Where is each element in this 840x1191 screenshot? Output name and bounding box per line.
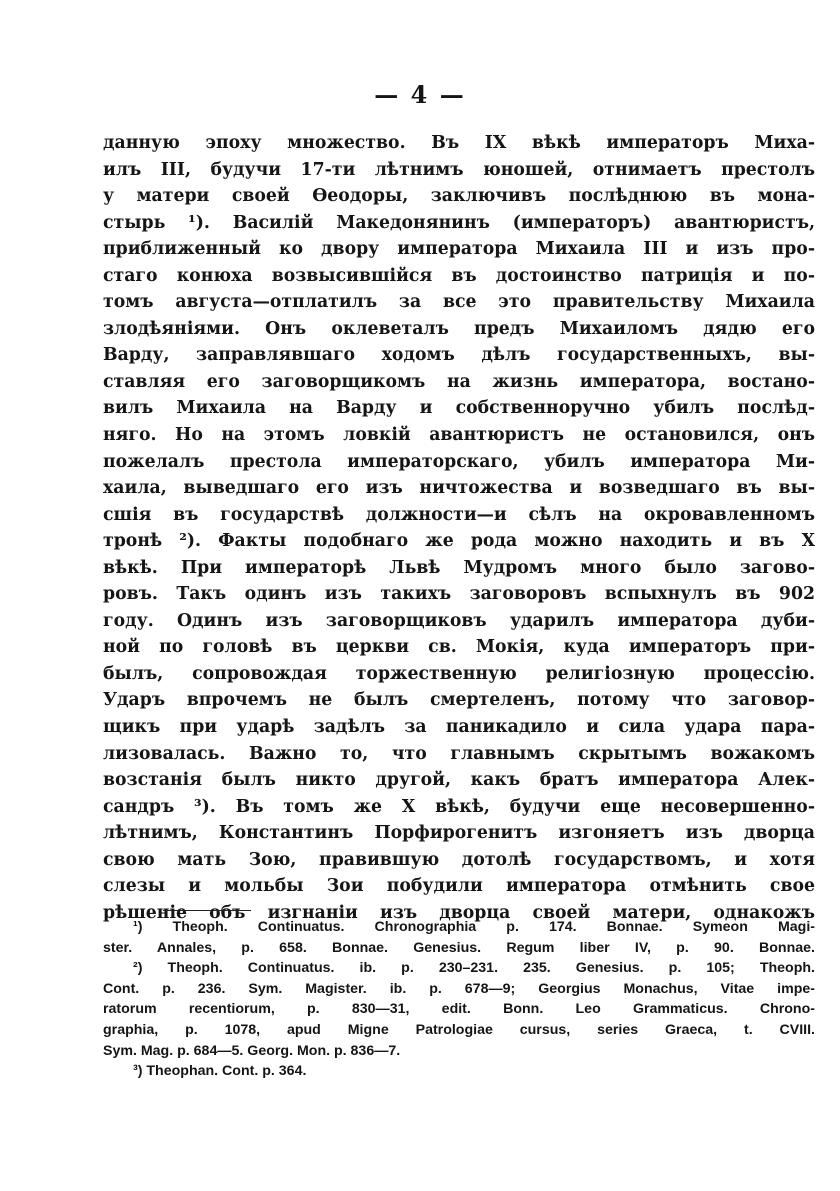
text-line: ровъ. Такъ одинъ изъ такихъ заговоровъ вспыхнулъ въ 902 [103, 584, 815, 605]
text-line: злодѣяніями. Онъ оклеветалъ предъ Михаиломъ дядю его [103, 318, 815, 339]
text-line: слезы и мольбы Зои побудили императора отмѣнить свое [103, 876, 815, 897]
text-line: былъ, сопровождая торжественную религіозную процессію. [103, 663, 815, 684]
text-line: лизовалась. Важно то, что главнымъ скрытымъ вожакомъ [103, 743, 815, 764]
text-line: пожелалъ престола императорскаго, убилъ императора Ми- [103, 451, 815, 472]
text-line: лѣтнимъ, Константинъ Порфирогенитъ изгоняетъ изъ дворца [103, 823, 815, 844]
footnote-line: ¹) Theoph. Continuatus. Chronographia p. 174. Bonnae. Symeon Magi- [133, 919, 815, 935]
footnote-separator [163, 910, 251, 911]
text-line: данную эпоху множество. Въ IX вѣкѣ императоръ Миха- [103, 133, 815, 153]
footnotes [103, 917, 815, 1082]
text-line: щикъ при ударѣ задѣлъ за паникадило и сила удара пара- [103, 717, 815, 738]
text-line: стаго конюха возвысившійся въ достоинство патриція и по- [103, 265, 815, 286]
footnote-line: ster. Annales, p. 658. Bonnae. Genesius. Regum liber IV, p. 90. Bonnae. [103, 939, 815, 956]
text-line: ставляя его заговорщикомъ на жизнь императора, востано- [103, 371, 815, 392]
text-line: сандръ ³). Въ томъ же X вѣкѣ, будучи еще несовершенно- [103, 796, 815, 817]
footnote-line: graphia, p. 1078, apud Migne Patrologiae cursus, series Graeca, t. CVIII. [103, 1021, 815, 1038]
text-line: Варду, заправлявшаго ходомъ дѣлъ государственныхъ, вы- [103, 345, 815, 366]
text-line: вилъ Михаила на Варду и собственноручно убилъ послѣд- [103, 398, 815, 419]
text-line: ной по головѣ въ церкви св. Мокія, куда императоръ при- [103, 637, 815, 658]
footnote-line: ³) Theophan. Cont. p. 364. [133, 1063, 307, 1080]
text-line: илъ III, будучи 17-ти лѣтнимъ юношей, отнимаетъ престолъ [103, 159, 815, 180]
footnote-line: Cont. p. 236. Sym. Magister. ib. p. 678—9; Georgius Monachus, Vitae impe- [103, 980, 815, 997]
footnote-line: Sym. Mag. p. 684—5. Georg. Mon. p. 836—7. [103, 1042, 401, 1059]
text-line: году. Одинъ изъ заговорщиковъ ударилъ императора дуби- [103, 610, 815, 631]
text-line: стырь ¹). Василій Македонянинъ (императоръ) авантюристъ, [103, 212, 815, 233]
text-line: рѣшеніе объ изгнаніи изъ дворца своей матери, однакожъ [103, 902, 815, 923]
text-line: у матери своей Ѳеодоры, заключивъ послѣднюю въ мона- [103, 186, 815, 207]
text-line: тронѣ ²). Факты подобнаго же рода можно находить и въ X [103, 531, 815, 552]
text-line: няго. Но на этомъ ловкій авантюристъ не остановился, онъ [103, 425, 815, 446]
footnote-line: ratorum recentiorum, p. 830—31, edit. Bonn. Leo Grammaticus. Chrono- [103, 1001, 815, 1018]
text-line: Ударъ впрочемъ не былъ смертеленъ, потому что заговор- [103, 690, 815, 711]
text-line: хаила, выведшаго его изъ ничтожества и возведшаго въ вы- [103, 478, 815, 499]
text-line: томъ августа—отплатилъ за все это правительству Михаила [103, 292, 815, 313]
text-line: возстанія былъ никто другой, какъ братъ императора Алек- [103, 770, 815, 791]
text-line: приближенный ко двору императора Михаила III и изъ про- [103, 239, 815, 260]
footnote-line: ²) Theoph. Continuatus. ib. p. 230–231. 235. Genesius. p. 105; Theoph. [133, 960, 815, 977]
text-line: сшія въ государствѣ должности—и сѣлъ на окровавленномъ [103, 504, 815, 525]
text-line: свою мать Зою, правившую дотолѣ государствомъ, и хотя [103, 849, 815, 870]
text-line: вѣкѣ. При императорѣ Львѣ Мудромъ много было загово- [103, 557, 815, 578]
main-text [103, 130, 815, 926]
page-number: — 4 — [374, 80, 466, 109]
